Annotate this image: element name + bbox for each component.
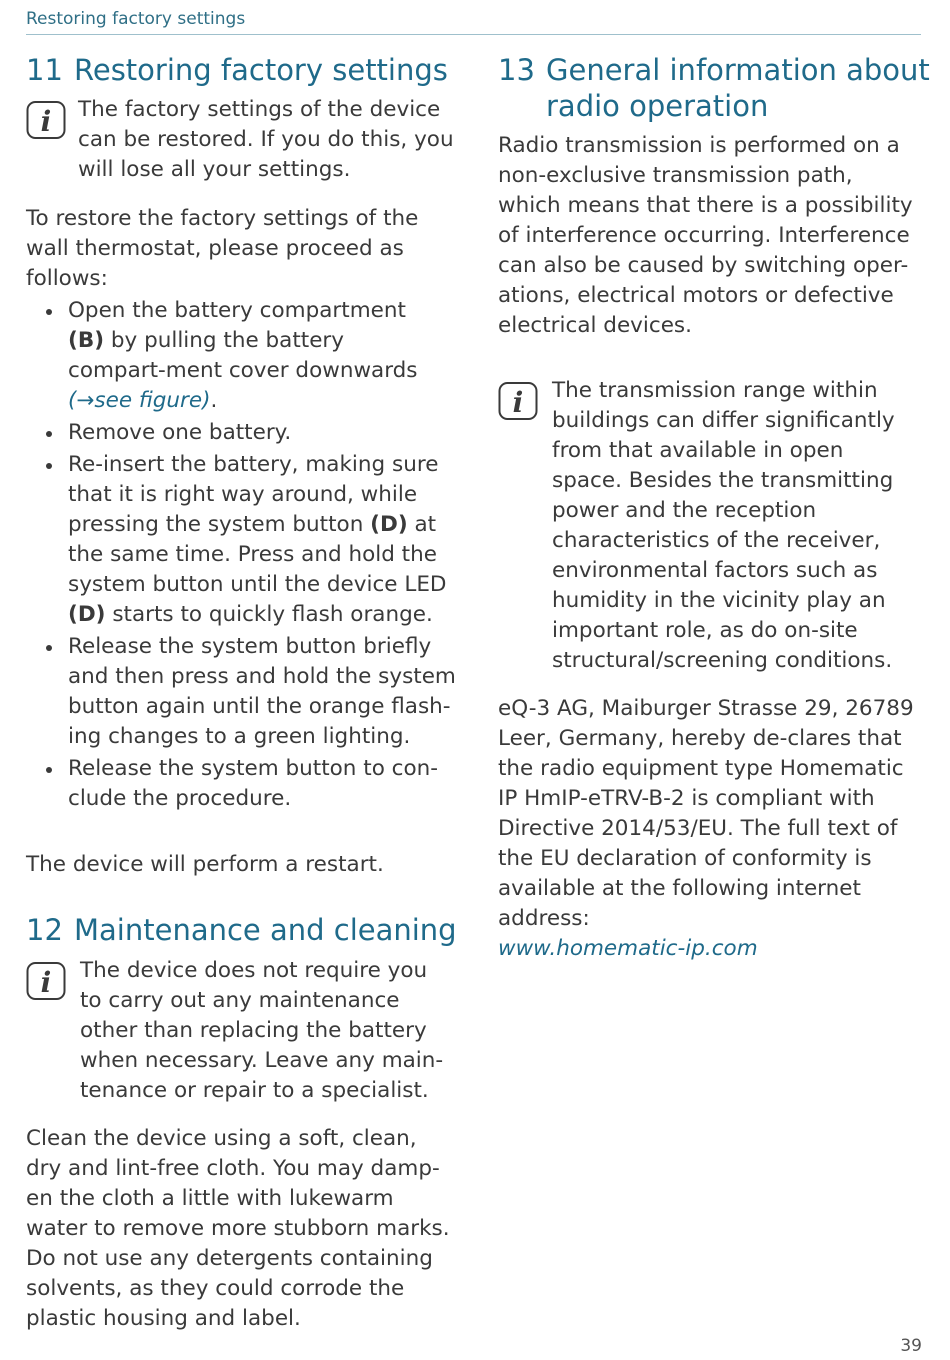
svg-text:i: i: [512, 386, 524, 419]
section-13-title: General information about radio operation: [546, 53, 930, 123]
section-11-heading: [26, 52, 504, 88]
section-11-note: [26, 95, 456, 185]
section-13-body: Radio transmission is performed on a non-exclusive transmission path, which means that there is a possibility of interference occurring. Interference can also be caused by switching oper-ations, electrical motors or defective electrical devices.: [498, 133, 913, 338]
step-2-text: Remove one battery.: [68, 420, 292, 445]
section-11-outro: The device will perform a restart.: [26, 852, 384, 877]
step-1-text-cont: by pulling the battery compart-ment cover downwards: [68, 328, 418, 383]
running-title: Restoring factory settings: [26, 9, 246, 29]
list-item: [26, 418, 456, 448]
step-5-text: Release the system button to con-clude the procedure.: [68, 756, 439, 811]
step-3-text: Re-insert the battery, making sure that it is right way around, while pressing the system button: [68, 452, 439, 537]
section-11-note-text: The factory settings of the device can be restored. If you do this, you will lose all your settings.: [78, 97, 454, 182]
section-11-intro: To restore the factory settings of the wall thermostat, please proceed as follows:: [26, 206, 419, 291]
step-1-ref-b: (B): [68, 328, 105, 353]
step-1-text: Open the battery compartment: [68, 298, 406, 323]
step-3-ref-d: (D): [370, 512, 408, 537]
page-number: 39: [900, 1336, 922, 1356]
step-3-ref-d-2: (D): [68, 602, 106, 627]
step-1-end: .: [210, 388, 218, 413]
info-icon: [26, 99, 66, 139]
section-12-title: Maintenance and cleaning: [74, 913, 457, 947]
section-12-heading: [26, 912, 504, 948]
list-item: [26, 296, 448, 416]
section-12-note-text: The device does not require you to carry out any maintenance other than replacing the battery when necessary. Leave any main-tenance or repair to a specialist.: [80, 958, 444, 1103]
list-item: [26, 754, 448, 814]
step-3-text-end: starts to quickly flash orange.: [105, 602, 433, 627]
homematic-url-link[interactable]: www.homematic-ip.com: [498, 936, 758, 961]
step-3-text-cont: at the same time. Press and hold the system button until the device LED: [68, 512, 447, 597]
list-item: [26, 450, 453, 630]
section-12-body: Clean the device using a soft, clean, dry and lint-free cloth. You may damp-en the cloth a little with lukewarm water to remove more stubborn marks. Do not use any detergents containing solvents, as they could corrode the plastic housing and label.: [26, 1126, 450, 1331]
step-4-text: Release the system button briefly and then press and hold the system button again until the orange flash-ing changes to a green lighting.: [68, 634, 456, 749]
section-11-number: 11: [26, 53, 63, 87]
section-13-note: [498, 376, 922, 676]
list-item: [26, 632, 458, 752]
section-13-note-text: The transmission range within buildings can differ significantly from that available in open space. Besides the transmitting power and the reception characteristics of the receiver, environmental factors such as humidity in the vicinity play an important role, as do on-site structural/screening conditions.: [552, 378, 895, 673]
svg-text:i: i: [40, 105, 52, 138]
section-12-number: 12: [26, 913, 63, 947]
section-11-steps: [26, 296, 456, 816]
info-icon: [498, 380, 538, 420]
svg-text:i: i: [40, 966, 52, 999]
running-header: [26, 9, 921, 35]
section-13-declaration: eQ-3 AG, Maiburger Strasse 29, 26789 Leer, Germany, hereby de-clares that the radio equipment type Homematic IP HmIP-eTRV-B-2 is compliant with Directive 2014/53/EU. The full text of the EU declaration of conformity is available at the following internet address:: [498, 696, 914, 931]
see-figure-ref: (→see figure): [68, 388, 211, 413]
section-13-number: 13: [498, 53, 535, 87]
section-13-heading: [498, 52, 950, 124]
section-12-note: [26, 956, 456, 1106]
info-icon: [26, 960, 66, 1000]
section-11-title: Restoring factory settings: [74, 53, 448, 87]
